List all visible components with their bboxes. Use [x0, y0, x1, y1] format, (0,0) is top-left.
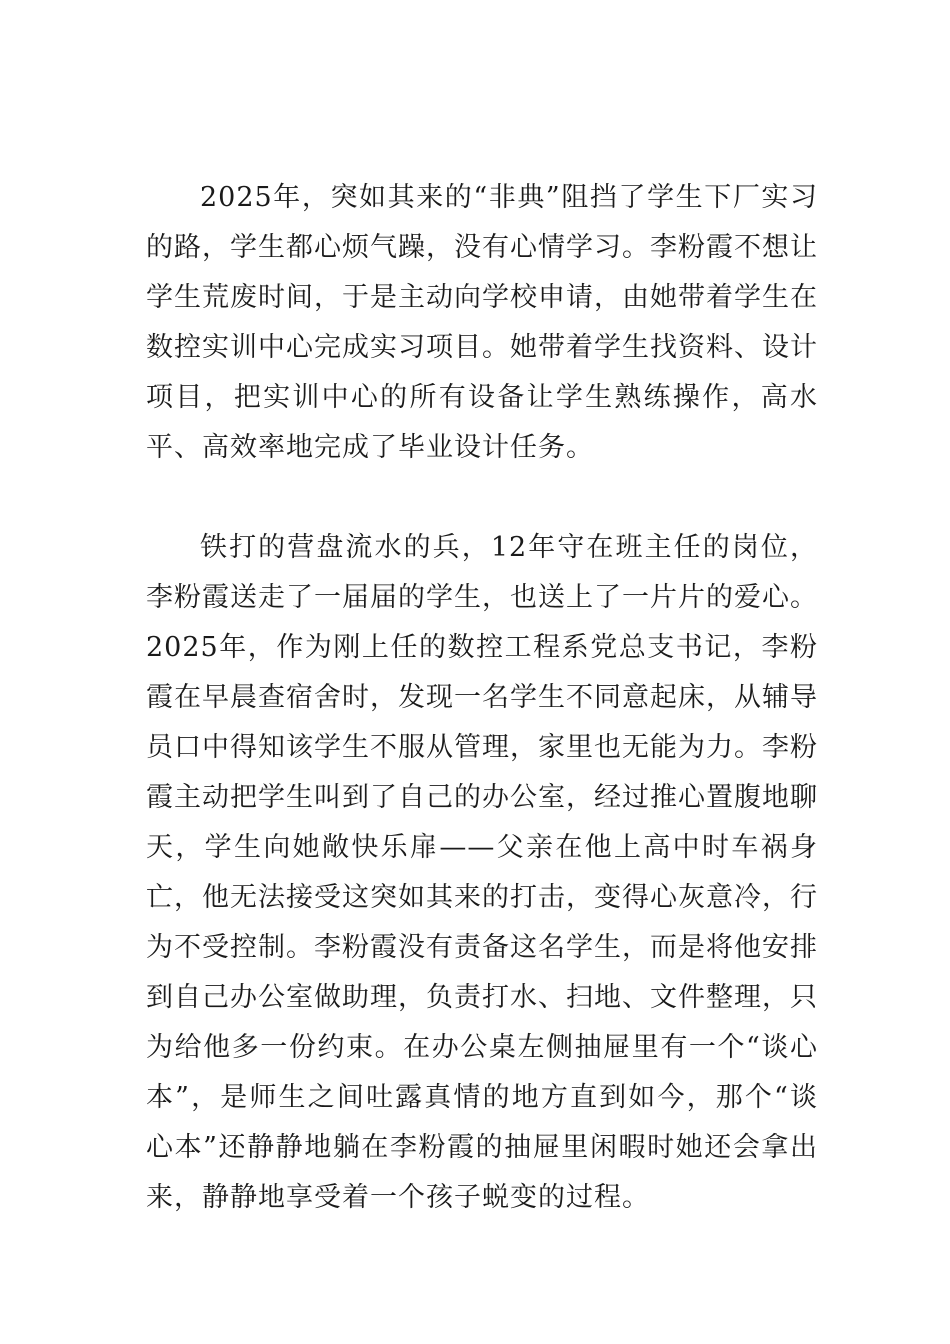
paragraph-1: 2025年，突如其来的“非典”阻挡了学生下厂实习的路，学生都心烦气躁，没有心情学习。李粉霞不想让学生荒废时间，于是主动向学校申请，由她带着学生在数控实训中心完成实习项目。她带着学生找资料、设计项目，把实训中心的所有设备让学生熟练操作，高水平、高效率地完成了毕业设计任务。 [146, 182, 818, 463]
paragraph-2: 铁打的营盘流水的兵，12年守在班主任的岗位，李粉霞送走了一届届的学生，也送上了一片片的爱心。2025年，作为刚上任的数控工程系党总支书记，李粉霞在早晨查宿舍时，发现一名学生不同意起床，从辅导员口中得知该学生不服从管理，家里也无能为力。李粉霞主动把学生叫到了自己的办公室，经过推心置腹地聊天，学生向她敞快乐扉——父亲在他上高中时车祸身亡，他无法接受这突如其来的打击，变得心灰意冷，行为不受控制。李粉霞没有责备这名学生，而是将他安排到自己办公室做助理，负责打水、扫地、文件整理，只为给他多一份约束。在办公桌左侧抽屉里有一个“谈心本”，是师生之间吐露真情的地方直到如今，那个“谈心本”还静静地躺在李粉霞的抽屉里闲暇时她还会拿出来，静静地享受着一个孩子蜕变的过程。 [146, 532, 818, 1213]
document-body [146, 173, 818, 1223]
